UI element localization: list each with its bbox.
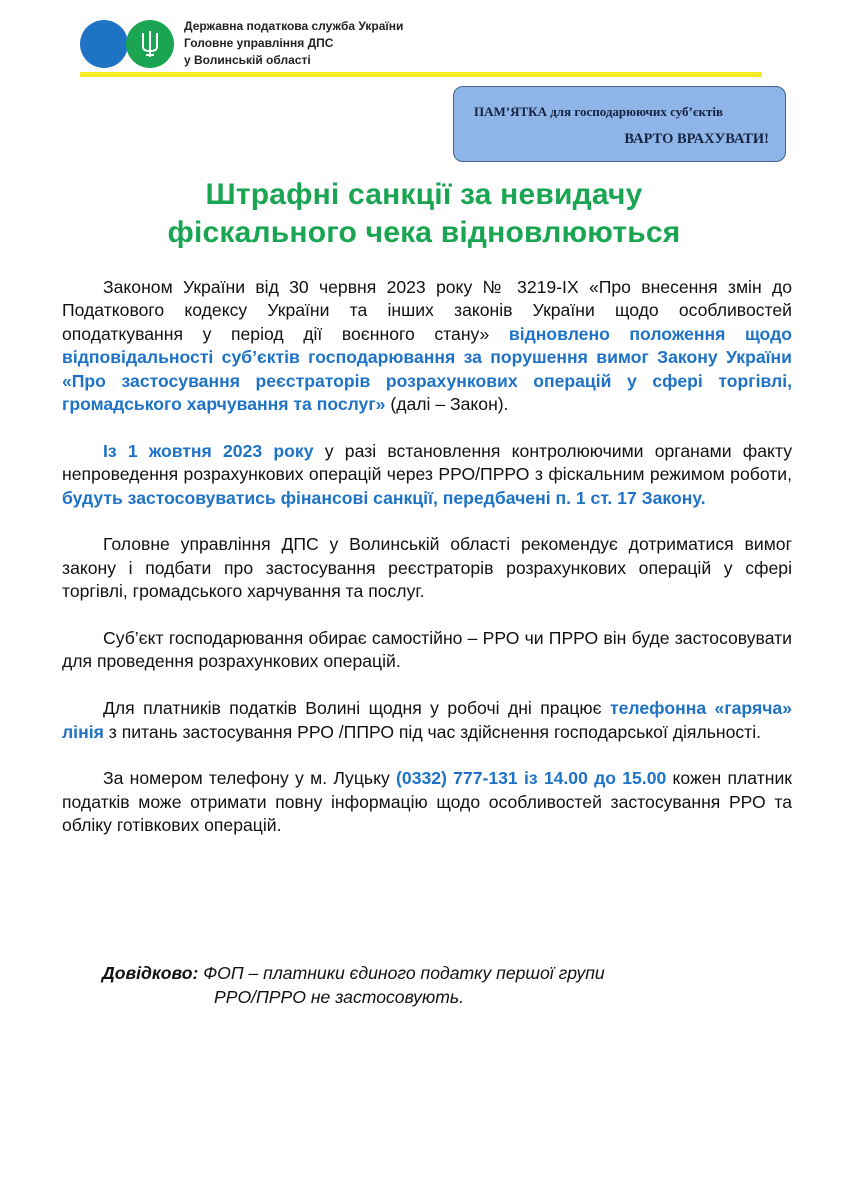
paragraph-choice: Суб’єкт господарювання обирає самостійно – РРО чи ПРРО він буде застосовувати для проведення розрахункових операцій. [62,628,792,672]
title-line-2: фіскального чека відновлюються [167,216,681,249]
logo-blue-circle [80,20,128,68]
paragraph-date-highlight: Із 1 жовтня 2023 року [103,440,314,461]
memo-subtitle: ВАРТО ВРАХУВАТИ! [624,131,769,147]
paragraph-law-highlight: відновлено положення щодо відповідальності суб’єктів господарювання за порушення вимог Закону України «Про застосування реєстраторів розрахункових операцій у сфері торгівлі, громадського харчування та послуг» [62,323,792,415]
paragraph-recommendation: Головне управління ДПС у Волинській області рекомендує дотриматися вимог закону і подбати про застосування реєстраторів розрахункових операцій у сфері торгівлі, громадського харчування та послуг. [62,534,792,602]
org-name [184,18,403,69]
paragraph-hotline-text: Для платників податків Волині щодня у робочі дні працює [103,698,611,719]
paragraph-law [62,276,792,416]
note-text-2: РРО/ПРРО не застосовують. [214,987,464,1007]
article-body [62,276,792,861]
org-line-3: у Волинській області [184,53,311,67]
reference-note [102,961,605,1009]
org-line-2: Головне управління ДПС [184,36,334,50]
phone-number: (0332) 777-131 із 14.00 до 15.00 [396,768,667,789]
paragraph-phone [62,767,792,837]
paragraph-date [62,440,792,510]
paragraph-law-text: Законом України від 30 червня 2023 року № 3219-IX «Про внесення змін до Податкового кодексу України та інших законів України щодо особливостей оподаткування у період дії воєнного стану» [62,277,792,344]
paragraph-hotline [62,697,792,744]
header-divider [80,72,762,77]
header [80,18,770,78]
org-line-1: Державна податкова служба України [184,19,404,33]
memo-title: ПАМ’ЯТКА для господарюючих суб’єктів [474,104,723,119]
memo-box [453,86,786,162]
paragraph-phone-tail: кожен платник податків може отримати повну інформацію щодо особливостей застосування РРО та обліку готівкових операцій. [62,768,793,836]
paragraph-phone-text: За номером телефону у м. Луцьку [103,768,397,789]
paragraph-date-sanctions: будуть застосовуватись фінансові санкції, передбачені п. 1 ст. 17 Закону. [62,487,706,508]
page-title [0,176,848,252]
title-line-1: Штрафні санкції за невидачу [205,178,643,211]
paragraph-hotline-tail: з питань застосування РРО /ППРО під час здійснення господарської діяльності. [103,721,762,742]
paragraph-date-text: у разі встановлення контролюючими органами факту непроведення розрахункових операцій через РРО/ПРРО з фіскальним режимом роботи, [62,440,792,485]
note-text-1: ФОП – платники єдиного податку першої групи [198,963,605,983]
trident-emblem-icon [126,20,174,68]
note-line-1 [102,961,605,985]
paragraph-law-tail: (далі – Закон). [385,394,509,415]
note-label: Довідково: [102,963,199,983]
paragraph-hotline-highlight: телефонна «гаряча» лінія [62,698,792,742]
